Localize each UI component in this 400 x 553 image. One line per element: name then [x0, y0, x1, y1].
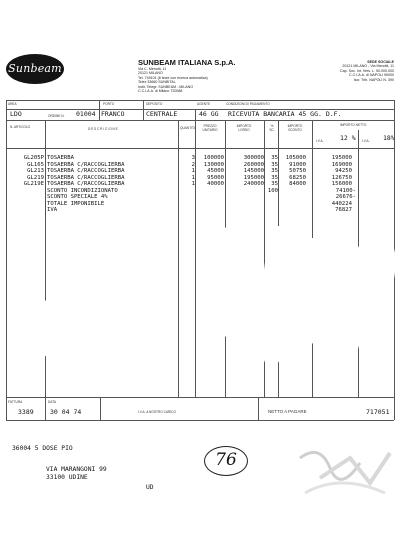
- item-sconto: 84000: [289, 181, 306, 187]
- company-address: [138, 67, 258, 93]
- item-code: GL165: [27, 161, 44, 168]
- recipient-code: 36004 5 DOSE PIO: [12, 445, 73, 452]
- item-code: GL205P: [23, 155, 44, 161]
- item-code: GL219E: [23, 181, 44, 187]
- summary-netto: 76827: [335, 207, 352, 213]
- col-articolo: N. ARTICOLO: [10, 125, 31, 129]
- item-qty: 1: [191, 181, 195, 187]
- office-line: C.C.I.A.A. di NAPOLI 90000: [349, 73, 394, 78]
- item-price: 130000: [203, 161, 224, 168]
- item-lordo: 145000: [243, 168, 264, 174]
- footer-bottom-line: [6, 420, 394, 421]
- col-iva-rate-1: 12 %: [340, 134, 356, 142]
- value-order-no: 01004: [76, 110, 96, 118]
- label-importo-netto: IMPORTO NETTO: [340, 123, 367, 127]
- item-sconto: 68250: [289, 174, 306, 181]
- label-data: DATA: [48, 400, 57, 404]
- value-fattura: 3389: [18, 408, 34, 416]
- value-netto: 717051: [366, 408, 390, 416]
- item-desc: TOSAERBA C/RACCOGLIERBA: [47, 168, 125, 174]
- address-line: C.C.I.A.A. di Milano 720088: [138, 89, 183, 94]
- item-netto: 126750: [331, 174, 352, 181]
- recipient-city: 33100 UDINE: [46, 474, 88, 481]
- address-line: Tel. 749101 (8 linee con ricerca automatica): [138, 75, 208, 80]
- summary-netto: 74100-: [335, 187, 356, 194]
- label-iva-carico: I.V.A. A NOSTRO CARICO: [138, 410, 176, 414]
- col-sep: [6, 100, 7, 420]
- label-fattura: FATTURA: [8, 400, 23, 404]
- item-sconto: 50750: [289, 168, 306, 174]
- company-name: SUNBEAM ITALIANA S.p.A.: [138, 58, 236, 67]
- item-sconto: 105000: [285, 155, 306, 161]
- redaction-mark: [343, 229, 400, 325]
- item-desc: TOSAERBA: [47, 155, 74, 161]
- redaction-mark: [257, 225, 295, 367]
- col-prezzo: PREZZO UNITARIO: [202, 124, 218, 132]
- col-importo-sconto: IMPORTO SCONTO: [287, 124, 303, 132]
- office-line: Cap. Soc. Int. Vers. L. 50.000.000: [340, 68, 394, 73]
- redaction-mark: [110, 230, 170, 384]
- label-condizioni: CONDIZIONI DI PAGAMENTO: [226, 102, 270, 106]
- col-iva-rate-2: 18%: [383, 134, 395, 142]
- item-qty: 2: [191, 161, 195, 168]
- item-pct: 35: [271, 181, 278, 187]
- footer-sep: [45, 397, 46, 420]
- value-porto: FRANCO: [101, 110, 125, 118]
- label-deposito: DEPOSITO: [146, 102, 163, 106]
- col-descrizione: DESCRIZIONE: [88, 127, 119, 131]
- item-pct: 35: [271, 155, 278, 161]
- address-line: Indir. Telegr. SUNBEAM - MILANO: [138, 84, 194, 89]
- value-condizioni: RICEVUTA BANCARIA 45 GG. D.F.: [228, 110, 342, 118]
- item-pct: 35: [271, 168, 278, 174]
- item-desc: TOSAERBA C/RACCOGLIERBA: [47, 161, 125, 168]
- summary-row: [0, 207, 400, 214]
- label-porto: PORTO: [103, 102, 115, 106]
- item-code: GL213: [27, 168, 44, 174]
- item-desc: TOSAERBA C/RACCOGLIERBA: [47, 181, 125, 187]
- summary-desc: SCONTO INCONDIZIONATO: [47, 187, 118, 194]
- item-pct: 35: [271, 161, 278, 168]
- summary-desc: TOTALE IMPONIBILE: [47, 200, 105, 207]
- redaction-mark: [13, 296, 67, 364]
- recipient-street: VIA MARANGONI 99: [46, 466, 107, 473]
- item-netto: 94250: [335, 168, 352, 174]
- office-line: SEDE SOCIALE: [367, 60, 394, 64]
- item-netto: 169000: [331, 161, 352, 168]
- footer-sep: [258, 397, 259, 420]
- logo-text: Sunbeam: [8, 62, 62, 75]
- item-pct: 35: [271, 174, 278, 181]
- label-ordine: ORDINE N.: [48, 114, 65, 118]
- label-agente: AGENTE: [197, 102, 211, 106]
- item-desc: TOSAERBA C/RACCOGLIERBA: [47, 174, 125, 181]
- address-line: Via C. Menotti, 11: [138, 67, 167, 71]
- summary-netto: 26676-: [335, 194, 356, 200]
- office-line: 20121 MILANO - Via Menotti, 11: [342, 64, 394, 69]
- value-agente: 46 GG: [199, 110, 219, 118]
- item-netto: 195000: [331, 155, 352, 161]
- item-price: 95000: [207, 174, 224, 181]
- item-price: 40000: [207, 181, 224, 187]
- item-lordo: 195000: [243, 174, 264, 181]
- col-iva-label-2: I.V.A.: [362, 139, 370, 143]
- item-lordo: 300000: [243, 155, 264, 161]
- address-line: 20121 MILANO: [138, 71, 163, 76]
- office-line: Iscr. Trib. NAPOLI N. 390: [353, 77, 394, 82]
- summary-pct: 100: [267, 187, 278, 194]
- value-data: 30 04 74: [50, 408, 82, 416]
- registered-office-block: [300, 60, 394, 82]
- item-code: GL219: [27, 174, 44, 181]
- value-area: LDO: [10, 110, 22, 118]
- grid-top-line: [6, 100, 394, 101]
- col-iva-label-1: I.V.A.: [316, 139, 324, 143]
- grid-bottom-line: [6, 397, 394, 398]
- value-deposito: CENTRALE: [146, 110, 178, 118]
- handwritten-number: 76: [215, 450, 237, 470]
- col-quantita: QUANTITA: [180, 126, 196, 130]
- item-lordo: 240000: [243, 181, 264, 187]
- handwritten-circle: [204, 446, 248, 476]
- col-sep: [195, 109, 196, 397]
- item-price: 45000: [207, 168, 224, 174]
- footer-sep: [100, 397, 101, 420]
- item-rows: [0, 155, 400, 214]
- col-sep: [143, 100, 144, 120]
- summary-desc: IVA: [47, 207, 58, 213]
- scribble-marks: [290, 438, 400, 508]
- col-sep: [99, 100, 100, 120]
- item-price: 100000: [203, 155, 224, 161]
- address-line: Telex 33660 SUNBITAL: [138, 80, 176, 85]
- label-netto: NETTO A PAGARE: [268, 409, 307, 414]
- recipient-province: UD: [146, 484, 154, 491]
- col-importo-lordo: IMPORTO LORDO: [236, 124, 252, 132]
- company-logo: [6, 54, 64, 84]
- item-sconto: 91000: [289, 161, 306, 168]
- summary-desc: SCONTO SPECIALE 4%: [47, 194, 108, 200]
- label-area: AREA: [8, 102, 17, 106]
- summary-netto: 440224: [331, 200, 352, 207]
- item-qty: 1: [191, 174, 195, 181]
- grid-header-line-2: [6, 120, 394, 121]
- item-netto: 156000: [331, 181, 352, 187]
- grid-column-header-line: [6, 148, 394, 149]
- col-sconto-pct: % SC.: [269, 124, 275, 132]
- item-lordo: 260000: [243, 161, 264, 168]
- item-qty: 1: [191, 168, 195, 174]
- redaction-mark: [194, 226, 255, 341]
- item-qty: 3: [191, 155, 195, 161]
